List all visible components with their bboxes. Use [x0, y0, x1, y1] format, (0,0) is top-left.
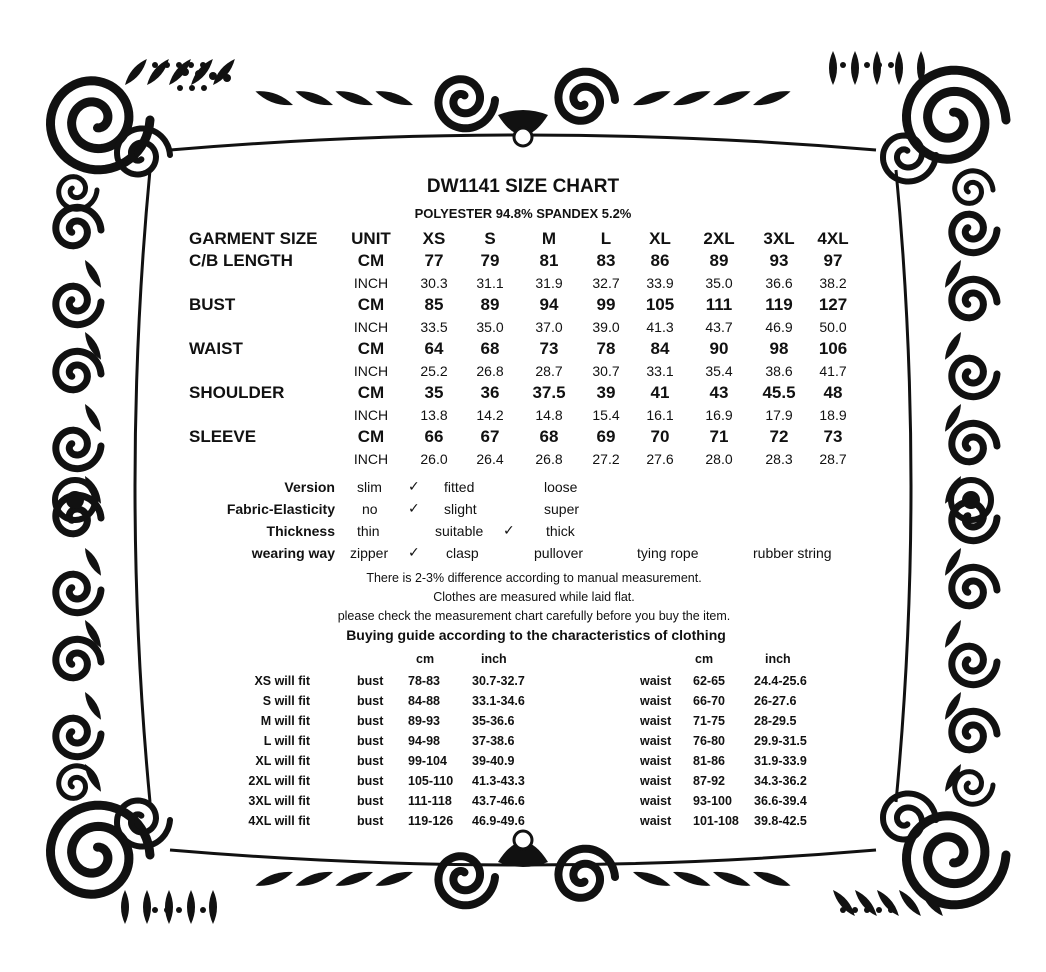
cm-value: 77 [424, 251, 444, 270]
property-label: Version [284, 479, 335, 495]
guide-waist-label: waist [640, 794, 672, 808]
cm-value: 70 [650, 427, 670, 446]
guide-fit-label: 3XL will fit [248, 794, 310, 808]
property-option: fitted [444, 479, 475, 495]
cm-value: 41 [650, 383, 670, 402]
inch-value: 32.7 [592, 275, 620, 291]
inch-value: 41.7 [819, 363, 847, 379]
inch-value: 33.5 [420, 319, 448, 335]
guide-bust-inch: 39-40.9 [472, 754, 515, 768]
header-size-s: S [484, 229, 496, 248]
guide-col-inch-waist: inch [765, 652, 791, 666]
cm-value: 73 [823, 427, 843, 446]
guide-bust-inch: 33.1-34.6 [472, 694, 525, 708]
inch-value: 28.7 [535, 363, 563, 379]
inch-value: 28.7 [819, 451, 847, 467]
guide-bust-inch: 46.9-49.6 [472, 814, 525, 828]
inch-value: 38.2 [819, 275, 847, 291]
note-line: please check the measurement chart carefully before you buy the item. [337, 609, 731, 623]
check-icon: ✓ [408, 544, 420, 560]
guide-waist-inch: 31.9-33.9 [754, 754, 807, 768]
row-unit-cm: CM [357, 295, 385, 314]
inch-value: 35.0 [705, 275, 733, 291]
cm-value: 73 [539, 339, 559, 358]
cm-value: 93 [769, 251, 789, 270]
header-size-xs: XS [422, 229, 446, 248]
guide-bust-label: bust [357, 774, 384, 788]
property-option: zipper [350, 545, 389, 561]
guide-waist-cm: 62-65 [693, 674, 725, 688]
guide-bust-label: bust [357, 694, 384, 708]
cm-value: 90 [709, 339, 729, 358]
inch-value: 25.2 [420, 363, 448, 379]
guide-waist-label: waist [640, 714, 672, 728]
cm-value: 105 [645, 295, 675, 314]
cm-value: 97 [823, 251, 843, 270]
property-option: super [544, 501, 580, 517]
guide-bust-label: bust [357, 714, 384, 728]
inch-value: 26.8 [476, 363, 504, 379]
cm-value: 81 [539, 251, 559, 270]
property-label: wearing way [251, 545, 335, 561]
inch-value: 39.0 [592, 319, 620, 335]
inch-value: 26.8 [535, 451, 563, 467]
header-size-2xl: 2XL [703, 229, 735, 248]
inch-value: 35.4 [705, 363, 733, 379]
header-size-xl: XL [649, 229, 671, 248]
guide-fit-label: XS will fit [254, 674, 310, 688]
guide-waist-inch: 36.6-39.4 [754, 794, 807, 808]
inch-value: 27.6 [646, 451, 674, 467]
guide-bust-label: bust [357, 794, 384, 808]
cm-value: 71 [709, 427, 729, 446]
inch-value: 16.1 [646, 407, 674, 423]
property-option: suitable [435, 523, 484, 539]
inch-value: 43.7 [705, 319, 733, 335]
property-option: rubber string [753, 545, 832, 561]
header-unit: UNIT [351, 229, 391, 248]
header-size-3xl: 3XL [763, 229, 795, 248]
row-label: C/B LENGTH [189, 251, 293, 270]
inch-value: 36.6 [765, 275, 793, 291]
guide-bust-cm: 99-104 [408, 754, 447, 768]
row-label: BUST [189, 295, 236, 314]
row-label: SLEEVE [189, 427, 257, 446]
inch-value: 50.0 [819, 319, 847, 335]
check-icon: ✓ [503, 522, 515, 538]
guide-waist-cm: 81-86 [693, 754, 725, 768]
guide-waist-cm: 66-70 [693, 694, 725, 708]
cm-value: 69 [596, 427, 616, 446]
guide-waist-label: waist [640, 774, 672, 788]
guide-waist-cm: 101-108 [693, 814, 739, 828]
cm-value: 89 [480, 295, 500, 314]
property-option: pullover [534, 545, 584, 561]
guide-bust-cm: 84-88 [408, 694, 440, 708]
inch-value: 28.3 [765, 451, 793, 467]
inch-value: 15.4 [592, 407, 620, 423]
inch-value: 33.9 [646, 275, 674, 291]
row-unit-inch: INCH [353, 363, 389, 379]
cm-value: 79 [480, 251, 500, 270]
cm-value: 98 [769, 339, 789, 358]
row-unit-inch: INCH [353, 407, 389, 423]
guide-waist-cm: 93-100 [693, 794, 732, 808]
guide-bust-cm: 111-118 [408, 794, 452, 808]
note-line: Clothes are measured while laid flat. [433, 590, 635, 604]
cm-value: 68 [480, 339, 500, 358]
guide-fit-label: 4XL will fit [248, 814, 310, 828]
guide-bust-cm: 105-110 [408, 774, 454, 788]
guide-fit-label: S will fit [262, 694, 310, 708]
cm-value: 48 [823, 383, 843, 402]
header-garment-size: GARMENT SIZE [189, 229, 318, 248]
inch-value: 31.9 [535, 275, 563, 291]
guide-waist-label: waist [640, 814, 672, 828]
row-unit-cm: CM [357, 339, 385, 358]
row-unit-inch: INCH [353, 451, 389, 467]
property-option: loose [544, 479, 578, 495]
guide-col-cm-bust: cm [416, 652, 435, 666]
inch-value: 35.0 [476, 319, 504, 335]
check-icon: ✓ [408, 478, 420, 494]
inch-value: 28.0 [705, 451, 733, 467]
cm-value: 36 [480, 383, 500, 402]
inch-value: 41.3 [646, 319, 674, 335]
guide-waist-inch: 29.9-31.5 [754, 734, 807, 748]
cm-value: 67 [480, 427, 500, 446]
guide-waist-label: waist [640, 694, 672, 708]
guide-bust-inch: 30.7-32.7 [472, 674, 525, 688]
cm-value: 99 [596, 295, 616, 314]
guide-bust-cm: 94-98 [408, 734, 440, 748]
cm-value: 43 [709, 383, 729, 402]
cm-value: 64 [424, 339, 444, 358]
guide-col-inch-bust: inch [481, 652, 507, 666]
inch-value: 26.4 [476, 451, 504, 467]
cm-value: 85 [424, 295, 444, 314]
guide-bust-label: bust [357, 734, 384, 748]
inch-value: 38.6 [765, 363, 793, 379]
guide-bust-label: bust [357, 674, 384, 688]
inch-value: 18.9 [819, 407, 847, 423]
cm-value: 35 [424, 383, 444, 402]
cm-value: 66 [424, 427, 444, 446]
inch-value: 14.8 [535, 407, 563, 423]
inch-value: 27.2 [592, 451, 620, 467]
page-title: DW1141 SIZE CHART [426, 176, 620, 197]
inch-value: 17.9 [765, 407, 793, 423]
cm-value: 78 [596, 339, 616, 358]
check-icon: ✓ [408, 500, 420, 516]
property-option: no [362, 501, 378, 517]
guide-bust-inch: 35-36.6 [472, 714, 515, 728]
row-unit-inch: INCH [353, 275, 389, 291]
property-option: thin [357, 523, 380, 539]
property-label: Thickness [266, 523, 335, 539]
guide-waist-inch: 28-29.5 [754, 714, 797, 728]
cm-value: 84 [650, 339, 670, 358]
inch-value: 14.2 [476, 407, 504, 423]
cm-value: 45.5 [762, 383, 796, 402]
cm-value: 39 [596, 383, 616, 402]
note-line: There is 2-3% difference according to manual measurement. [366, 571, 702, 585]
guide-waist-label: waist [640, 674, 672, 688]
guide-bust-label: bust [357, 754, 384, 768]
inch-value: 26.0 [420, 451, 448, 467]
property-option: thick [546, 523, 575, 539]
row-unit-cm: CM [357, 427, 385, 446]
property-label: Fabric-Elasticity [226, 501, 335, 517]
row-label: SHOULDER [189, 383, 285, 402]
cm-value: 68 [539, 427, 559, 446]
guide-fit-label: L will fit [263, 734, 310, 748]
material-composition: POLYESTER 94.8% SPANDEX 5.2% [414, 206, 632, 221]
guide-waist-inch: 24.4-25.6 [754, 674, 807, 688]
property-option: slight [444, 501, 477, 517]
guide-waist-label: waist [640, 754, 672, 768]
cm-value: 72 [769, 427, 789, 446]
guide-fit-label: M will fit [260, 714, 310, 728]
property-option: slim [357, 479, 382, 495]
inch-value: 46.9 [765, 319, 793, 335]
guide-bust-cm: 89-93 [408, 714, 440, 728]
cm-value: 89 [709, 251, 729, 270]
guide-waist-label: waist [640, 734, 672, 748]
guide-waist-cm: 87-92 [693, 774, 725, 788]
row-unit-inch: INCH [353, 319, 389, 335]
inch-value: 30.7 [592, 363, 620, 379]
guide-bust-inch: 37-38.6 [472, 734, 515, 748]
cm-value: 37.5 [532, 383, 566, 402]
guide-waist-cm: 71-75 [693, 714, 725, 728]
row-unit-cm: CM [357, 251, 385, 270]
guide-bust-cm: 119-126 [408, 814, 454, 828]
header-size-4xl: 4XL [817, 229, 849, 248]
guide-fit-label: 2XL will fit [248, 774, 310, 788]
cm-value: 111 [705, 295, 733, 314]
property-option: tying rope [637, 545, 699, 561]
guide-waist-cm: 76-80 [693, 734, 725, 748]
header-size-l: L [600, 229, 612, 248]
guide-waist-inch: 34.3-36.2 [754, 774, 807, 788]
guide-bust-label: bust [357, 814, 384, 828]
guide-waist-inch: 39.8-42.5 [754, 814, 807, 828]
guide-fit-label: XL will fit [255, 754, 310, 768]
guide-bust-inch: 43.7-46.6 [472, 794, 525, 808]
cm-value: 94 [539, 295, 559, 314]
inch-value: 30.3 [420, 275, 448, 291]
buying-guide-title: Buying guide according to the characteristics of clothing [346, 627, 726, 643]
header-size-m: M [541, 229, 557, 248]
guide-waist-inch: 26-27.6 [754, 694, 797, 708]
guide-col-cm-waist: cm [695, 652, 714, 666]
inch-value: 16.9 [705, 407, 733, 423]
row-unit-cm: CM [357, 383, 385, 402]
cm-value: 119 [765, 295, 793, 314]
guide-bust-cm: 78-83 [408, 674, 440, 688]
inch-value: 37.0 [535, 319, 563, 335]
inch-value: 33.1 [646, 363, 674, 379]
cm-value: 86 [650, 251, 670, 270]
inch-value: 31.1 [476, 275, 504, 291]
row-label: WAIST [189, 339, 243, 358]
cm-value: 127 [818, 295, 848, 314]
cm-value: 83 [596, 251, 616, 270]
cm-value: 106 [818, 339, 848, 358]
property-option: clasp [446, 545, 479, 561]
inch-value: 13.8 [420, 407, 448, 423]
guide-bust-inch: 41.3-43.3 [472, 774, 525, 788]
